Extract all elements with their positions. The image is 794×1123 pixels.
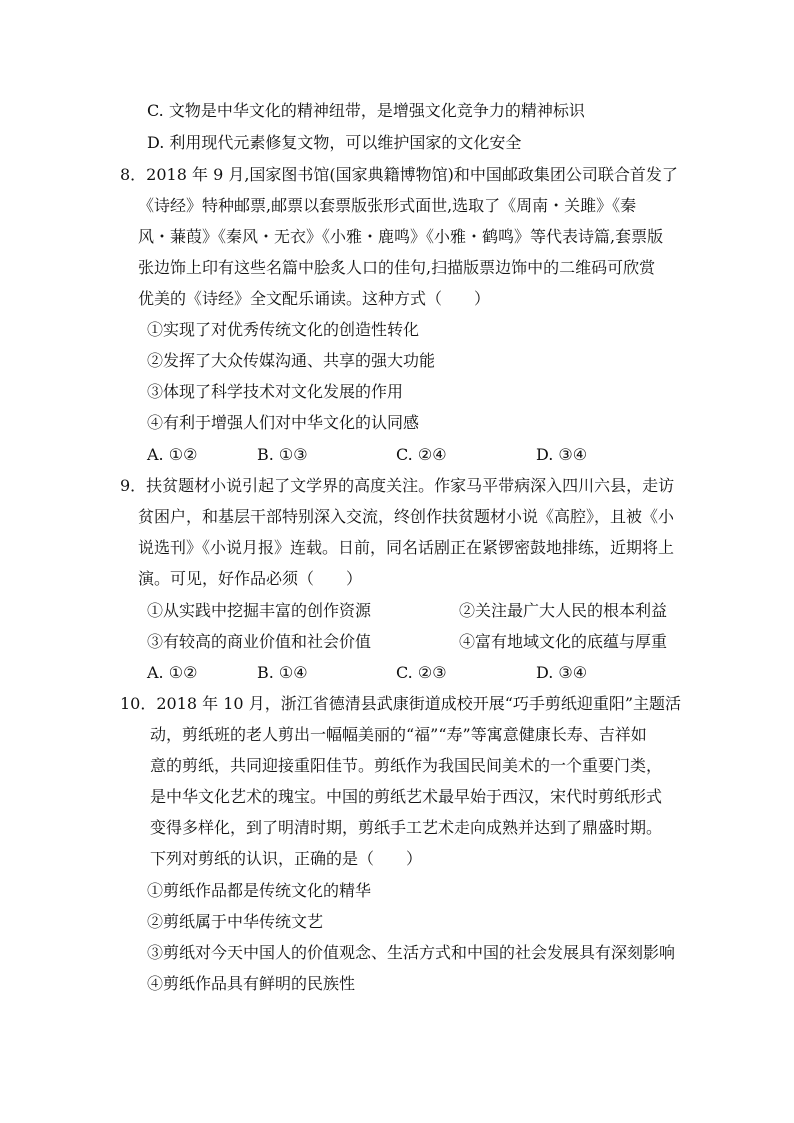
q9-statement-1: ①从实践中挖掘丰富的创作资源 <box>147 601 372 620</box>
q9-choice-d: D. ③④ <box>536 663 588 682</box>
q9-statement-3: ③有较高的商业价值和社会价值 <box>147 632 372 651</box>
q8-stem-line-4: 张边饰上印有这些名篇中脍炙人口的佳句,扫描版票边饰中的二维码可欣赏 <box>138 258 656 277</box>
q10-statement-4: ④剪纸作品具有鲜明的民族性 <box>147 974 356 993</box>
q9-stem-line-3: 说选刊》《小说月报》连载。日前，同名话剧正在紧锣密鼓地排练，近期将上 <box>138 538 675 557</box>
q10-stem-line-3: 意的剪纸，共同迎接重阳佳节。剪纸作为我国民间美术的一个重要门类， <box>150 756 663 775</box>
q9-stem-line-1: 9．扶贫题材小说引起了文学界的高度关注。作家马平带病深入四川六县，走访 <box>120 476 675 495</box>
q8-choice-c: C. ②④ <box>396 445 447 464</box>
q8-stem-line-2: 《诗经》特种邮票,邮票以套票版张形式面世,选取了《周南・关雎》《秦 <box>138 196 637 215</box>
q9-choice-a: A. ①② <box>147 663 198 682</box>
q8-stem-line-5: 优美的《诗经》全文配乐诵读。这种方式（ ） <box>138 289 491 308</box>
q10-stem-line-6: 下列对剪纸的认识，正确的是（ ） <box>150 849 423 868</box>
q8-statement-1: ①实现了对优秀传统文化的创造性转化 <box>147 320 420 339</box>
q8-statement-3: ③体现了科学技术对文化发展的作用 <box>147 382 404 401</box>
q8-statement-2: ②发挥了大众传媒沟通、共享的强大功能 <box>147 351 436 370</box>
q8-statement-4: ④有利于增强人们对中华文化的认同感 <box>147 413 420 432</box>
q10-stem-line-4: 是中华文化艺术的瑰宝。中国的剪纸艺术最早始于西汉，宋代时剪纸形式 <box>150 787 663 806</box>
q10-statement-1: ①剪纸作品都是传统文化的精华 <box>147 881 372 900</box>
q8-choice-a: A. ①② <box>147 445 198 464</box>
q10-stem-line-5: 变得多样化，到了明清时期，剪纸手工艺术走向成熟并达到了鼎盛时期。 <box>150 818 663 837</box>
q9-choice-c: C. ②③ <box>396 663 447 682</box>
q10-statement-2: ②剪纸属于中华传统文艺 <box>147 912 324 931</box>
q9-choice-b: B. ①④ <box>257 663 308 682</box>
q10-stem-line-2: 动，剪纸班的老人剪出一幅幅美丽的“福”“寿”等寓意健康长寿、吉祥如 <box>150 725 647 744</box>
q10-statement-3: ③剪纸对今天中国人的价值观念、生活方式和中国的社会发展具有深刻影响 <box>147 943 676 962</box>
q7-option-d: D. 利用现代元素修复文物，可以维护国家的文化安全 <box>147 133 522 152</box>
q9-stem-line-2: 贫困户，和基层干部特别深入交流，终创作扶贫题材小说《高腔》，且被《小 <box>138 507 675 526</box>
q9-statement-4: ④富有地域文化的底蕴与厚重 <box>459 632 668 651</box>
q10-stem-line-1: 10．2018 年 10 月，浙江省德清县武康街道成校开展“巧手剪纸迎重阳”主题活 <box>120 694 682 713</box>
q9-stem-line-4: 演。可见，好作品必须（ ） <box>138 569 363 588</box>
q8-stem-line-3: 风・蒹葭》《秦风・无衣》《小雅・鹿鸣》《小雅・鹤鸣》等代表诗篇,套票版 <box>138 227 664 246</box>
q9-statement-2: ②关注最广大人民的根本利益 <box>459 601 668 620</box>
q8-choice-d: D. ③④ <box>536 445 588 464</box>
q8-choice-b: B. ①③ <box>257 445 308 464</box>
q7-option-c: C. 文物是中华文化的精神纽带，是增强文化竞争力的精神标识 <box>147 101 585 120</box>
q8-stem-line-1: 8．2018 年 9 月,国家图书馆(国家典籍博物馆)和中国邮政集团公司联合首发了 <box>120 165 678 184</box>
